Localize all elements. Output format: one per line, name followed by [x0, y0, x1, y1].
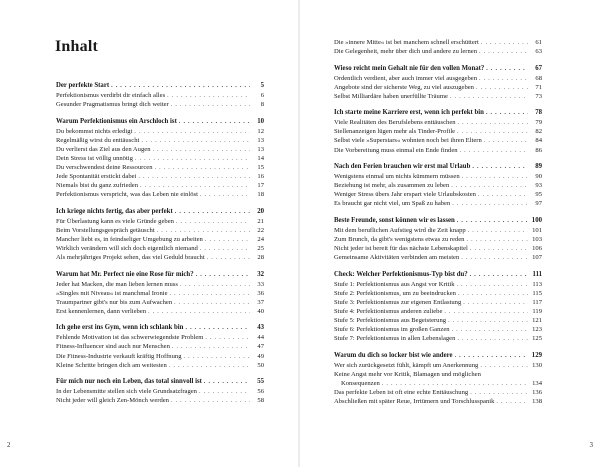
toc-entry[interactable] — [56, 181, 264, 190]
dot-leader — [171, 101, 250, 110]
toc-entry[interactable] — [56, 217, 264, 226]
dot-leader — [479, 75, 528, 84]
page-ref: 17 — [257, 182, 264, 190]
toc-section — [56, 206, 264, 262]
dot-leader — [470, 270, 528, 281]
entry-title: Jeder hat Macken, die man lieben lernen muss — [56, 280, 178, 288]
page-ref: 119 — [532, 307, 542, 315]
toc-entry[interactable] — [334, 397, 542, 406]
page-ref: 24 — [257, 235, 264, 243]
toc-section — [334, 215, 542, 262]
dot-leader — [470, 245, 528, 254]
dot-leader — [452, 326, 528, 335]
entry-title: Viele Realitäten des Berufslebens enttäuschen — [334, 119, 456, 127]
dot-leader — [200, 191, 250, 200]
page-ref: 33 — [257, 280, 264, 288]
toc-entry[interactable] — [334, 298, 542, 307]
page-ref: 86 — [535, 146, 542, 154]
page-ref: 71 — [535, 83, 542, 91]
entry-title: Die Vorbereitung muss einmal ein Ende finden — [334, 146, 458, 154]
toc-entry[interactable] — [56, 289, 264, 298]
dot-leader — [155, 164, 251, 173]
toc-entry[interactable] — [334, 127, 542, 136]
toc-entry[interactable] — [334, 361, 542, 370]
toc-entry[interactable] — [56, 352, 264, 361]
page-ref: 12 — [257, 127, 264, 135]
chapter-title: Beste Freunde, sonst können wir es lassen — [334, 216, 455, 224]
toc-section — [334, 269, 542, 344]
dot-leader — [472, 162, 528, 173]
toc-entry[interactable] — [56, 172, 264, 181]
toc-entry[interactable] — [334, 244, 542, 253]
dot-leader — [205, 236, 250, 245]
page-ref: 25 — [257, 245, 264, 252]
entry-title: Stufe 6: Perfektionismus im großen Ganzen — [334, 326, 450, 334]
dot-leader — [138, 173, 250, 182]
entry-title: Dein Stress ist völlig unnötig — [56, 154, 133, 162]
page-ref: 89 — [535, 163, 542, 171]
entry-title: Mancher liebt es, in feindseliger Umgebung zu arbeiten — [56, 235, 203, 243]
entry-title: Stufe 7: Perfektionismus in allen Lebenslagen — [334, 335, 456, 343]
entry-title: Wer sich zurückgesetzt fühlt, kämpft um Anerkennung — [334, 361, 479, 369]
entry-title: Die »innere Mitte« ist bei manchem schnell erschüttert — [334, 39, 479, 46]
toc-entry[interactable] — [334, 370, 542, 379]
entry-title: Erst kennenlernen, dann verlieben — [56, 307, 147, 315]
entry-title: Perfektionismus verspricht, was das Leben nie einlöst — [56, 191, 198, 199]
dot-leader — [170, 290, 250, 299]
left-page — [0, 0, 298, 467]
toc-section — [334, 63, 542, 101]
dot-leader — [174, 299, 250, 308]
toc-section — [56, 269, 264, 316]
toc-entry[interactable] — [334, 325, 542, 334]
entry-title: Mit dem beruflichen Aufstieg wird die Zeit knapp — [334, 226, 466, 234]
toc-left-column — [56, 80, 264, 412]
page-ref: 36 — [257, 289, 264, 297]
toc-entry[interactable] — [334, 280, 542, 289]
page-ref: 125 — [532, 335, 542, 343]
dot-leader — [461, 254, 528, 263]
page-ref: 15 — [257, 163, 264, 171]
page-ref: 107 — [532, 254, 542, 262]
entry-title: Du verlierst das Ziel aus den Augen — [56, 145, 151, 153]
dot-leader — [199, 388, 250, 397]
dot-leader — [207, 254, 250, 263]
page-ref: 111 — [532, 270, 542, 278]
dot-leader — [457, 216, 528, 227]
entry-title: Abschließen mit später Reue, Irrtümern und Torschlusspanik — [334, 397, 495, 405]
entry-title: Stufe 2: Perfektionismus, um zu beeindrucken — [334, 289, 456, 297]
page-ref: 100 — [531, 216, 542, 224]
page-ref: 58 — [257, 397, 264, 405]
entry-title: Perfektionismus verdirbt dir einfach alles — [56, 92, 166, 99]
dot-leader — [176, 218, 250, 227]
toc-entry[interactable] — [334, 235, 542, 244]
dot-leader — [476, 84, 528, 93]
dot-leader — [466, 236, 528, 245]
entry-title: Zum Brunch, da gibt's wenigstens etwas zu reden — [334, 235, 465, 243]
dot-leader — [171, 397, 250, 406]
page-ref: 63 — [535, 48, 542, 56]
dot-leader — [478, 191, 528, 200]
page-ref: 97 — [535, 200, 542, 208]
toc-title: Inhalt — [55, 38, 98, 55]
toc-entry[interactable] — [56, 244, 264, 253]
entry-title: Traumpartner gibt's nur bis zum Aufwachen — [56, 298, 173, 306]
entry-title: Beim Vorstellungsgespräch getäuscht — [56, 226, 155, 234]
page-ref: 90 — [535, 173, 542, 181]
entry-title: Du bekommst nichts erledigt — [56, 127, 133, 135]
entry-title: Nicht jeder ist bereit für das nächste Lebenskapitel — [334, 244, 468, 252]
page-ref: 79 — [535, 119, 542, 127]
toc-entry[interactable] — [334, 74, 542, 83]
entry-title: Niemals bist du ganz zufrieden — [56, 182, 139, 190]
entry-title: Gesunder Pragmatismus bringt dich weiter — [56, 101, 169, 109]
page-ref: 8 — [260, 101, 264, 109]
page-ref: 18 — [257, 191, 264, 199]
dot-leader — [179, 117, 250, 128]
dot-leader — [480, 362, 528, 371]
dot-leader — [458, 119, 528, 128]
toc-entry[interactable] — [56, 333, 264, 342]
entry-title: Wirklich verändern will sich doch eigentlich niemand — [56, 245, 198, 252]
dot-leader — [167, 92, 250, 101]
entry-title: Als mehrjähriges Projekt sehen, das viel Geduld braucht — [56, 254, 205, 262]
page-ref: 93 — [535, 182, 542, 190]
page-ref: 14 — [257, 154, 264, 162]
dot-leader — [205, 334, 250, 343]
chapter-title: Warum hat Mr. Perfect nie eine Rose für mich? — [56, 270, 194, 278]
toc-entry[interactable] — [56, 307, 264, 316]
page-ref: 21 — [257, 217, 264, 225]
toc-entry[interactable] — [334, 199, 542, 208]
entry-title: Weniger Stress übers Jahr erspart viele Urlaubskosten — [334, 191, 476, 199]
toc-entry[interactable] — [334, 83, 542, 92]
entry-title: Selbst viele »Superstars« wohnten noch bei ihren Eltern — [334, 137, 482, 145]
toc-entry[interactable] — [334, 118, 542, 127]
dot-leader — [444, 308, 528, 317]
page-ref: 67 — [535, 64, 542, 72]
toc-entry[interactable] — [334, 307, 542, 316]
page-ref: 56 — [257, 388, 264, 396]
toc-entry[interactable] — [56, 387, 264, 396]
toc-entry[interactable] — [334, 226, 542, 235]
entry-title: Konsequenzen — [341, 379, 380, 387]
toc-entry[interactable] — [56, 91, 264, 100]
toc-chapter-heading[interactable] — [334, 161, 542, 172]
chapter-title: Warum Perfektionismus ein Arschloch ist — [56, 117, 177, 125]
right-page — [300, 0, 600, 467]
entry-title: Gemeinsame Aktivitäten verbinden am meisten — [334, 254, 460, 262]
dot-leader — [184, 353, 251, 362]
entry-title: Kleine Schritte bringen dich am weitesten — [56, 361, 167, 369]
toc-entry[interactable] — [56, 127, 264, 136]
page-ref: 103 — [532, 235, 542, 243]
page-ref: 101 — [532, 226, 542, 234]
chapter-title: Der perfekte Start — [56, 82, 110, 89]
toc-chapter-heading[interactable] — [334, 107, 542, 118]
page-ref: 106 — [532, 244, 542, 252]
dot-leader — [204, 377, 250, 388]
toc-entry[interactable] — [334, 190, 542, 199]
page-ref: 117 — [532, 298, 542, 306]
toc-entry[interactable] — [334, 289, 542, 298]
entry-title: Ordentlich verdient, aber auch immer viel ausgegeben — [334, 74, 477, 82]
page-number-left: 2 — [7, 441, 11, 449]
dot-leader — [169, 362, 250, 371]
page-ref: 37 — [257, 298, 264, 306]
toc-entry[interactable] — [56, 280, 264, 289]
page-ref: 49 — [257, 352, 264, 360]
entry-title: Selbst Milliardäre haben unerfüllte Träume — [334, 92, 448, 100]
entry-title: »Singles mit Niveau« ist manchmal Ironie — [56, 289, 168, 297]
page-ref: 5 — [260, 82, 264, 89]
dot-leader — [172, 343, 250, 352]
page-ref: 55 — [257, 378, 264, 386]
page-number-right: 3 — [589, 441, 593, 449]
toc-entry[interactable] — [334, 379, 542, 388]
page-ref: 10 — [257, 117, 264, 125]
entry-title: Es braucht gar nicht viel, um Spaß zu haben — [334, 200, 451, 208]
dot-leader — [484, 137, 528, 146]
toc-section — [56, 116, 264, 200]
entry-title: Beziehung ist mehr, als zusammen zu leben — [334, 182, 450, 190]
toc-entry[interactable] — [334, 47, 542, 56]
page-ref: 113 — [532, 280, 542, 288]
page-ref: 20 — [257, 207, 264, 215]
page-ref: 68 — [535, 74, 542, 82]
page-ref: 13 — [257, 145, 264, 153]
toc-entry[interactable] — [56, 163, 264, 172]
toc-entry[interactable] — [334, 136, 542, 145]
toc-entry[interactable] — [56, 100, 264, 109]
entry-title: In der Lebensmitte stellen sich viele Grundsatzfragen — [56, 388, 197, 396]
toc-section — [334, 107, 542, 154]
entry-title: Stufe 3: Perfektionismus zur eigenen Entlastung — [334, 298, 462, 306]
page-ref: 28 — [257, 254, 264, 262]
toc-entry[interactable] — [334, 253, 542, 262]
toc-entry[interactable] — [56, 396, 264, 405]
dot-leader — [450, 93, 528, 102]
page-ref: 43 — [257, 324, 264, 332]
entry-title: Stellenanzeigen lügen mehr als Tinder-Profile — [334, 128, 456, 136]
dot-leader — [486, 64, 528, 75]
chapter-title: Für mich nur noch ein Leben, das total sinnvoll ist — [56, 378, 202, 386]
page-ref: 61 — [535, 39, 542, 46]
toc-section — [56, 80, 264, 109]
toc-right-column — [334, 38, 542, 412]
toc-entry[interactable] — [56, 136, 264, 145]
toc-entry[interactable] — [56, 154, 264, 163]
page-ref: 73 — [535, 92, 542, 100]
dot-leader — [448, 317, 528, 326]
page-ref: 115 — [532, 289, 542, 297]
page-ref: 13 — [257, 136, 264, 144]
chapter-title: Wieso reicht mein Gehalt nie für den vollen Monat? — [334, 64, 485, 72]
chapter-title: Warum du dich so locker bist wie andere — [334, 351, 453, 359]
entry-title: Die Gelegenheit, mehr über dich und andere zu lernen — [334, 48, 477, 56]
dot-leader — [481, 39, 528, 48]
dot-leader — [200, 245, 250, 254]
entry-title: Jede Spontanität erstickt dabei — [56, 173, 137, 181]
entry-title: Wenigstens einmal um nichts kümmern müssen — [334, 173, 460, 181]
dot-leader — [468, 227, 528, 236]
dot-leader — [457, 281, 528, 290]
entry-title: Stufe 4: Perfektionismus anderen zuliebe — [334, 307, 443, 315]
toc-section — [56, 376, 264, 405]
page-ref: 121 — [532, 316, 542, 324]
dot-leader — [496, 398, 528, 407]
toc-chapter-heading[interactable] — [334, 350, 542, 361]
toc-chapter-heading[interactable] — [56, 269, 264, 280]
page-ref: 136 — [532, 388, 542, 396]
page-ref: 22 — [257, 226, 264, 234]
entry-title: Fehlende Motivation ist das schwerwiegendste Problem — [56, 334, 204, 342]
toc-section — [334, 161, 542, 208]
page-ref: 138 — [532, 397, 542, 405]
dot-leader — [458, 290, 528, 299]
page-ref: 130 — [532, 361, 542, 369]
chapter-title: Check: Welcher Perfektionismus-Typ bist du? — [334, 270, 468, 278]
toc-entry[interactable] — [334, 316, 542, 325]
toc-entry[interactable] — [56, 342, 264, 351]
toc-entry[interactable] — [334, 146, 542, 155]
page-ref: 40 — [257, 307, 264, 315]
entry-title: Du verschwendest deine Ressourcen — [56, 163, 153, 171]
dot-leader — [141, 137, 250, 146]
entry-title: Angebote sind der sicherste Weg, zu viel auszugeben — [334, 83, 474, 91]
page-ref: 95 — [535, 191, 542, 199]
dot-leader — [196, 270, 250, 281]
entry-title: Regelmäßig wirst du enttäuscht — [56, 136, 140, 144]
toc-chapter-heading[interactable] — [56, 80, 264, 91]
toc-entry[interactable] — [334, 172, 542, 181]
toc-entry[interactable] — [56, 298, 264, 307]
toc-entry[interactable] — [56, 226, 264, 235]
page-ref: 82 — [535, 128, 542, 136]
entry-title: Keine Angst mehr vor Kritik, Blamagen und möglichen — [334, 370, 481, 378]
dot-leader — [462, 173, 528, 182]
toc-entry[interactable] — [56, 253, 264, 262]
toc-entry[interactable] — [334, 38, 542, 47]
toc-section — [56, 322, 264, 369]
entry-title: Nicht jeder will gleich Zen-Mönch werden — [56, 397, 169, 405]
toc-chapter-heading[interactable] — [334, 269, 542, 280]
toc-entry[interactable] — [56, 145, 264, 154]
toc-entry[interactable] — [334, 334, 542, 343]
toc-chapter-heading[interactable] — [56, 206, 264, 217]
dot-leader — [175, 207, 250, 218]
toc-section — [334, 350, 542, 406]
dot-leader — [148, 308, 250, 317]
page-ref: 78 — [535, 109, 542, 117]
page-ref: 84 — [535, 137, 542, 145]
page-ref: 16 — [257, 173, 264, 181]
page-ref: 50 — [257, 361, 264, 369]
dot-leader — [463, 299, 528, 308]
toc-entry[interactable] — [56, 361, 264, 370]
toc-entry[interactable] — [334, 388, 542, 397]
entry-title: Stufe 5: Perfektionismus aus Begeisterung — [334, 316, 447, 324]
page-ref: 123 — [532, 326, 542, 334]
dot-leader — [479, 48, 528, 57]
entry-title: Fitness-Influencer sind auch nur Menschen — [56, 343, 170, 351]
toc-entry[interactable] — [334, 92, 542, 101]
dot-leader — [180, 281, 250, 290]
toc-chapter-heading[interactable] — [334, 215, 542, 226]
dot-leader — [153, 146, 251, 155]
toc-chapter-heading[interactable] — [56, 322, 264, 333]
dot-leader — [452, 200, 528, 209]
toc-chapter-heading[interactable] — [56, 376, 264, 387]
page-ref: 32 — [257, 270, 264, 278]
toc-section — [334, 38, 542, 56]
page-ref: 44 — [257, 334, 264, 342]
page-ref: 129 — [531, 351, 542, 359]
dot-leader — [134, 128, 250, 137]
entry-title: Das perfekte Leben ist oft eine echte Enttäuschung — [334, 388, 469, 396]
chapter-title: Ich kriege nichts fertig, das aber perfekt — [56, 207, 173, 215]
dot-leader — [460, 147, 528, 156]
chapter-title: Ich starte meine Karriere erst, wenn ich perfekt bin — [334, 109, 484, 117]
toc-entry[interactable] — [334, 181, 542, 190]
chapter-title: Ich gehe erst ins Gym, wenn ich schlank bin — [56, 324, 184, 332]
dot-leader — [457, 335, 528, 344]
toc-entry[interactable] — [56, 235, 264, 244]
entry-title: Stufe 1: Perfektionismus aus Angst vor Kritik — [334, 280, 455, 288]
toc-chapter-heading[interactable] — [56, 116, 264, 127]
entry-title: Die Fitness-Industrie verkauft kräftig Hoffnung — [56, 352, 182, 360]
toc-chapter-heading[interactable] — [334, 63, 542, 74]
dot-leader — [486, 108, 528, 119]
page-ref: 134 — [532, 379, 542, 387]
entry-title: Für Überlastung kann es viele Gründe geben — [56, 217, 174, 225]
page-ref: 47 — [257, 343, 264, 351]
toc-entry[interactable] — [56, 190, 264, 199]
chapter-title: Nach den Ferien brauchen wir erst mal Urlaub — [334, 163, 471, 171]
page-ref: 6 — [260, 92, 264, 99]
